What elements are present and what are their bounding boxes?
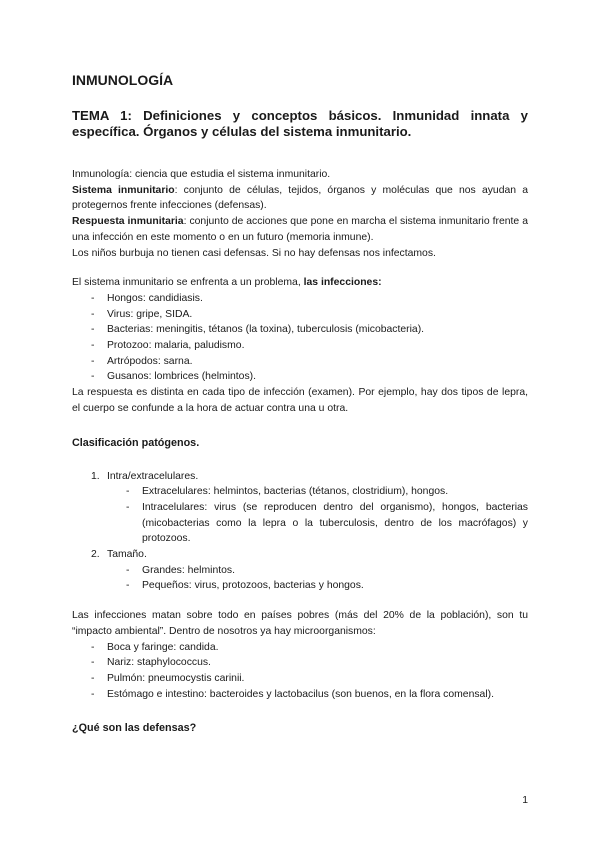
item-label: Tamaño. xyxy=(107,549,147,561)
infections-intro xyxy=(72,275,528,291)
document-title: INMUNOLOGÍA xyxy=(72,72,174,88)
definition-term: Respuesta inmunitaria xyxy=(72,216,184,228)
list-item: - Grandes: helmintos. xyxy=(126,563,528,579)
page-number: 1 xyxy=(522,795,528,806)
list-item: - Nariz: staphylococcus. xyxy=(91,655,528,671)
infections-intro-bold: las infecciones: xyxy=(303,277,382,289)
note-ninos-burbuja: Los niños burbuja no tienen casi defensas. Si no hay defensas nos infectamos. xyxy=(72,247,436,259)
list-item: - Protozoo: malaria, paludismo. xyxy=(91,338,528,354)
list-item: - Bacterias: meningitis, tétanos (la toxina), tuberculosis (micobacteria). xyxy=(91,322,528,338)
definition-term: Sistema inmunitario xyxy=(72,184,175,196)
list-item: - Artrópodos: sarna. xyxy=(91,354,528,370)
definition-respuesta-inmunitaria xyxy=(72,214,528,245)
list-item: - Extracelulares: helmintos, bacterias (tétanos, clostridium), hongos. xyxy=(126,484,528,500)
definition-sistema-inmunitario xyxy=(72,183,528,214)
sub-list xyxy=(107,563,528,594)
list-item: - Gusanos: lombrices (helmintos). xyxy=(91,369,528,385)
topic-heading: TEMA 1: Definiciones y conceptos básicos. Inmunidad innata y específica. Órganos y células del sistema inmunitario. xyxy=(72,108,528,139)
classification-item xyxy=(91,469,528,548)
sub-list xyxy=(107,484,528,547)
list-item: - Intracelulares: virus (se reproducen dentro del organismo), hongos, bacterias (micobacterias como la lepra o la tuberculosis, dentro de los macrófagos) y protozoos. xyxy=(126,500,528,547)
microorganisms-list xyxy=(72,640,528,703)
classification-item xyxy=(91,547,528,594)
infections-list xyxy=(72,291,528,385)
list-item: - Hongos: candidiasis. xyxy=(91,291,528,307)
definition-inmunologia xyxy=(72,167,528,183)
item-number: 2. xyxy=(91,549,100,561)
infections-paragraph: Las infecciones matan sobre todo en países pobres (más del 20% de la población), son tu “impacto ambiental”. Dentro de nosotros ya hay microorganismos: xyxy=(72,610,528,637)
list-item: - Pequeños: virus, protozoos, bacterias y hongos. xyxy=(126,578,528,594)
definition-term: Inmunología xyxy=(72,169,130,180)
section-heading-clasificacion: Clasificación patógenos. xyxy=(72,436,200,449)
list-item: - Boca y faringe: candida. xyxy=(91,640,528,656)
item-label: Intra/extracelulares. xyxy=(107,470,199,482)
item-number: 1. xyxy=(91,470,100,482)
section-heading-defensas: ¿Qué son las defensas? xyxy=(72,722,197,735)
infections-intro-text: El sistema inmunitario se enfrenta a un problema, xyxy=(72,277,304,289)
definition-text: : conjunto de células, tejidos, órganos y moléculas que nos ayudan a protegernos frente infecciones (defensas). xyxy=(72,184,528,212)
response-paragraph: La respuesta es distinta en cada tipo de infección (examen). Por ejemplo, hay dos tipos de lepra, el cuerpo se confunde a la hora de actuar contra una u otra. xyxy=(72,387,528,414)
classification-list xyxy=(72,469,528,595)
list-item: - Pulmón: pneumocystis carinii. xyxy=(91,671,528,687)
definition-text: : ciencia que estudia el sistema inmunitario. xyxy=(129,169,331,180)
list-item: - Virus: gripe, SIDA. xyxy=(91,307,528,323)
definition-text: : conjunto de acciones que pone en marcha el sistema inmunitario frente a una infección en este momento o en un futuro (memoria inmune). xyxy=(72,216,528,243)
list-item: - Estómago e intestino: bacteroides y lactobacilus (son buenos, en la flora comensal). xyxy=(91,687,528,703)
